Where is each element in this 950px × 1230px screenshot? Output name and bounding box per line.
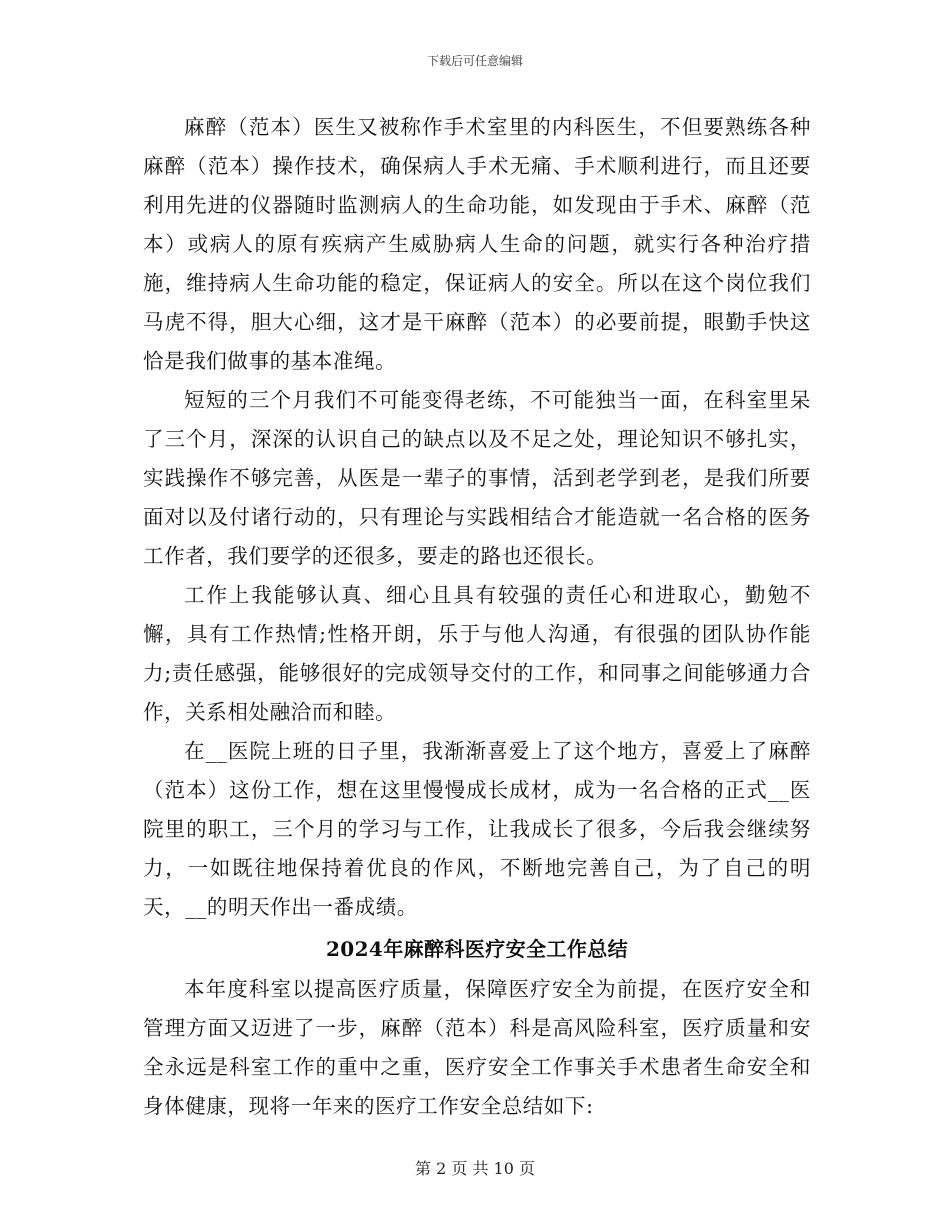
header-note: 下载后可任意编辑 <box>426 54 523 68</box>
page-number-footer: 第 2 页 共 10 页 <box>415 1159 535 1178</box>
paragraph-1: 麻醉（范本）医生又被称作手术室里的内科医生，不但要熟练各种麻醉（范本）操作技术，确保病人手术无痛、手术顺利进行，而且还要利用先进的仪器随时监测病人的生命功能，如发现由于手术、麻醉（范本）或病人的原有疾病产生威胁病人生命的问题，就实行各种治疗措施，维持病人生命功能的稳定，保证病人的安全。所以在这个岗位我们马虎不得，胆大心细，这才是干麻醉（范本）的必要前提，眼勤手快这恰是我们做事的基本准绳。 <box>143 115 811 373</box>
paragraph-3: 工作上我能够认真、细心且具有较强的责任心和进取心，勤勉不懈，具有工作热情;性格开朗，乐于与他人沟通，有很强的团队协作能力;责任感强，能够很好的完成领导交付的工作，和同事之间能够通力合作，关系相处融洽而和睦。 <box>143 583 811 724</box>
section-title: 2024年麻醉科医疗安全工作总结 <box>325 937 629 961</box>
paragraph-2: 短短的三个月我们不可能变得老练，不可能独当一面，在科室里呆了三个月，深深的认识自己的缺点以及不足之处，理论知识不够扎实，实践操作不够完善，从医是一辈子的事情，活到老学到老，是我们所要面对以及付诸行动的，只有理论与实践相结合才能造就一名合格的医务工作者，我们要学的还很多，要走的路也还很长。 <box>143 388 811 568</box>
section-paragraph-1: 本年度科室以提高医疗质量，保障医疗安全为前提，在医疗安全和管理方面又迈进了一步，麻醉（范本）科是高风险科室，医疗质量和安全永远是科室工作的重中之重，医疗安全工作事关手术患者生命安全和身体健康，现将一年来的医疗工作安全总结如下: <box>143 977 811 1118</box>
document-body <box>143 108 811 1126</box>
paragraph-4: 在__医院上班的日子里，我渐渐喜爱上了这个地方，喜爱上了麻醉（范本）这份工作，想在这里慢慢成长成材，成为一名合格的正式__医院里的职工，三个月的学习与工作，让我成长了很多，今后我会继续努力，一如既往地保持着优良的作风，不断地完善自己，为了自己的明天，__的明天作出一番成绩。 <box>143 739 811 919</box>
